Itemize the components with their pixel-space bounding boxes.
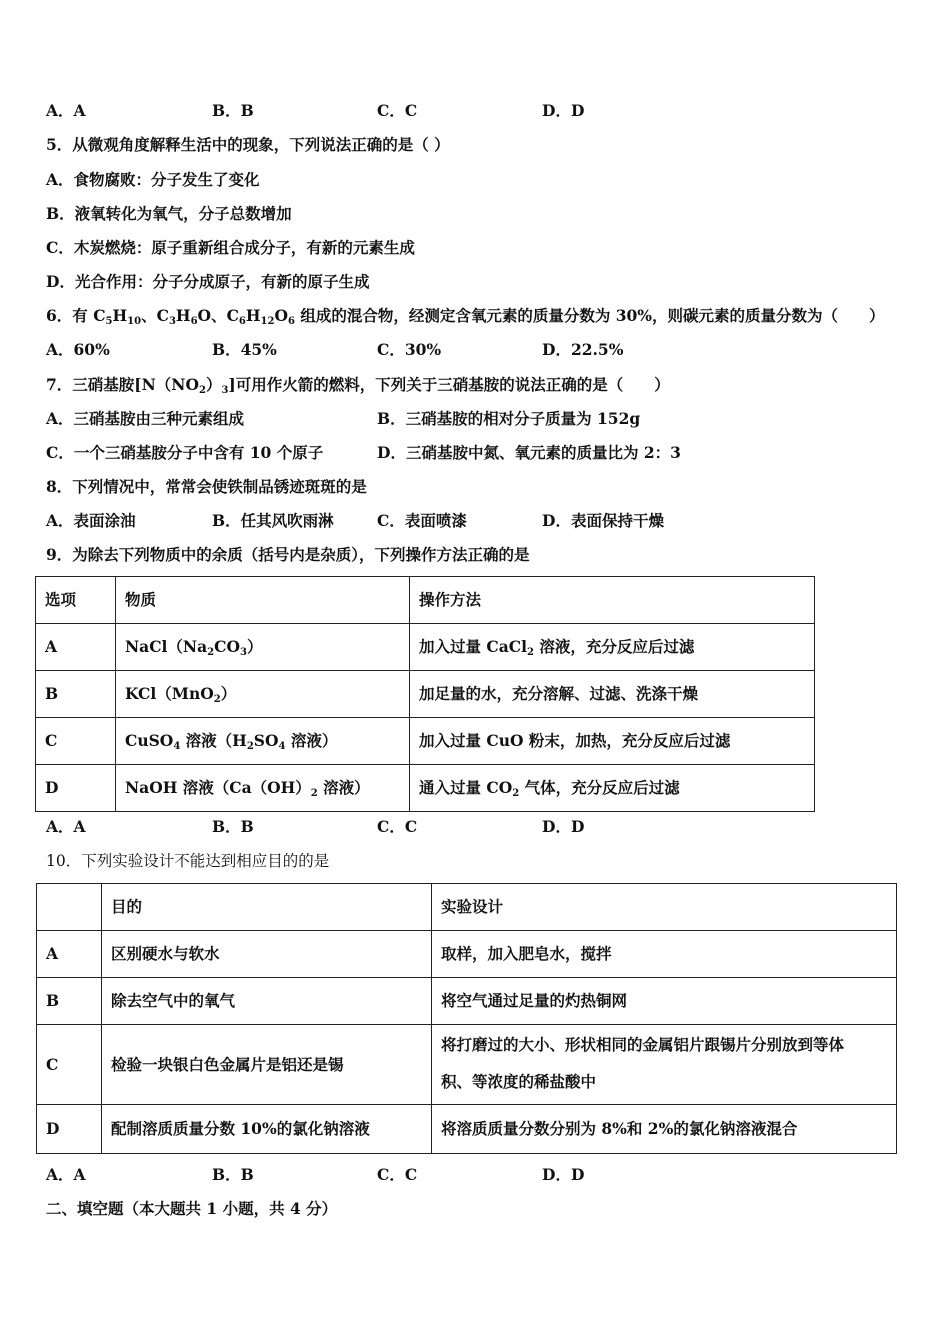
option-a[interactable]: A．A — [46, 101, 86, 120]
option-a[interactable]: A．A — [46, 817, 86, 836]
question-stem: 10．下列实验设计不能达到相应目的的是 — [46, 852, 330, 870]
row-substance: CuSO$_4$ 溶液（$H_2SO_4$ 溶液） — [116, 718, 410, 765]
row-substance: NaOH 溶液（$Ca(OH)_2$ 溶液） — [116, 765, 410, 812]
option-c[interactable]: C．C — [377, 1165, 418, 1184]
row-substance: $NaCl(Na_2CO_3)$ — [116, 624, 410, 671]
row-purpose: 区别硬水与软水 — [102, 931, 432, 978]
header-substance: 物质 — [116, 577, 410, 624]
option-a[interactable]: A．食物腐败：分子发生了变化 — [46, 170, 260, 189]
table-row — [37, 978, 897, 1025]
row-option: D — [36, 765, 116, 812]
row-purpose: 除去空气中的氧气 — [102, 978, 432, 1025]
header-design: 实验设计 — [432, 884, 897, 931]
option-c[interactable]: C．C — [377, 817, 418, 836]
option-d[interactable]: D．D — [542, 817, 585, 836]
option-b[interactable]: B．B — [212, 101, 254, 120]
option-b[interactable]: B．三硝基胺的相对分子质量为 152g — [377, 409, 641, 428]
row-method: 加入过量 CuO 粉末，加热，充分反应后过滤 — [410, 718, 815, 765]
question-stem: 5．从微观角度解释生活中的现象，下列说法正确的是（ ） — [46, 135, 450, 154]
row-design: 将空气通过足量的灼热铜网 — [432, 978, 897, 1025]
row-method: 通入过量 $CO_2$ 气体，充分反应后过滤 — [410, 765, 815, 812]
option-d[interactable]: D．22.5% — [542, 340, 624, 359]
row-option: D — [37, 1105, 102, 1154]
row-design: 取样，加入肥皂水，搅拌 — [432, 931, 897, 978]
row-method: 加足量的水，充分溶解、过滤、洗涤干燥 — [410, 671, 815, 718]
formula-3: $C_6H_{12}O_6$ — [226, 306, 295, 327]
header-method: 操作方法 — [410, 577, 815, 624]
option-a[interactable]: A．三硝基胺由三种元素组成 — [46, 409, 245, 428]
formula-2: $C_3H_6O$ — [156, 306, 212, 327]
row-option: A — [37, 931, 102, 978]
option-c[interactable]: C．30% — [377, 340, 442, 359]
table-row — [37, 1025, 897, 1105]
row-method: 加入过量 CaCl$_2$ 溶液，充分反应后过滤 — [410, 624, 815, 671]
option-c[interactable]: C．C — [377, 101, 418, 120]
table-header-row — [36, 577, 815, 624]
formula-1: $C_5H_{10}$ — [93, 306, 142, 327]
question-stem: 8．下列情况中，常常会使铁制品锈迹斑斑的是 — [46, 477, 367, 496]
option-b[interactable]: B．液氧转化为氧气，分子总数增加 — [46, 204, 292, 223]
row-option: C — [36, 718, 116, 765]
table-row — [37, 1105, 897, 1154]
option-d[interactable]: D．表面保持干燥 — [542, 511, 664, 530]
question-stem: 6．有 $C_5H_{10}$、$C_3H_6O$、$C_6H_{12}O_6$ 组成的混合物，经测定含氧元素的质量分数为 30%，则碳元素的质量分数为（ ） — [46, 306, 885, 327]
experiment-table — [36, 883, 897, 1154]
table-row — [36, 624, 815, 671]
option-b[interactable]: B．任其风吹雨淋 — [212, 511, 334, 530]
option-a[interactable]: A．60% — [46, 340, 110, 359]
table-header-row — [37, 884, 897, 931]
question-stem: 9．为除去下列物质中的余质（括号内是杂质），下列操作方法正确的是 — [46, 545, 530, 564]
table-row — [37, 931, 897, 978]
row-substance: KCl（MnO$_2$） — [116, 671, 410, 718]
purification-table — [35, 576, 815, 812]
section-title: 二、填空题（本大题共 1 小题，共 4 分） — [46, 1199, 338, 1218]
option-a[interactable]: A．表面涂油 — [46, 511, 136, 530]
row-purpose: 配制溶质质量分数 10%的氯化钠溶液 — [102, 1105, 432, 1154]
header-option: 选项 — [36, 577, 116, 624]
table-row — [36, 718, 815, 765]
option-b[interactable]: B．45% — [212, 340, 277, 359]
row-option: B — [37, 978, 102, 1025]
table-row — [36, 765, 815, 812]
option-d[interactable]: D．D — [542, 1165, 585, 1184]
row-option: C — [37, 1025, 102, 1105]
question-stem: 7．三硝基胺$[N(NO_2)_3]$可用作火箭的燃料，下列关于三硝基胺的说法正确的是（ ） — [46, 375, 670, 396]
row-option: B — [36, 671, 116, 718]
option-d[interactable]: D．三硝基胺中氮、氧元素的质量比为 2：3 — [377, 443, 681, 462]
option-c[interactable]: C．表面喷漆 — [377, 511, 467, 530]
option-b[interactable]: B．B — [212, 1165, 254, 1184]
header-option — [37, 884, 102, 931]
row-design: 将打磨过的大小、形状相同的金属铝片跟锡片分别放到等体 积、等浓度的稀盐酸中 — [432, 1025, 897, 1105]
option-d[interactable]: D．光合作用：分子分成原子，有新的原子生成 — [46, 272, 370, 291]
row-design: 将溶质质量分数分别为 8%和 2%的氯化钠溶液混合 — [432, 1105, 897, 1154]
option-c[interactable]: C．一个三硝基胺分子中含有 10 个原子 — [46, 443, 324, 462]
option-a[interactable]: A．A — [46, 1165, 86, 1184]
table-row — [36, 671, 815, 718]
option-d[interactable]: D．D — [542, 101, 585, 120]
row-option: A — [36, 624, 116, 671]
option-b[interactable]: B．B — [212, 817, 254, 836]
row-purpose: 检验一块银白色金属片是铝还是锡 — [102, 1025, 432, 1105]
option-c[interactable]: C．木炭燃烧：原子重新组合成分子，有新的元素生成 — [46, 238, 415, 257]
header-purpose: 目的 — [102, 884, 432, 931]
